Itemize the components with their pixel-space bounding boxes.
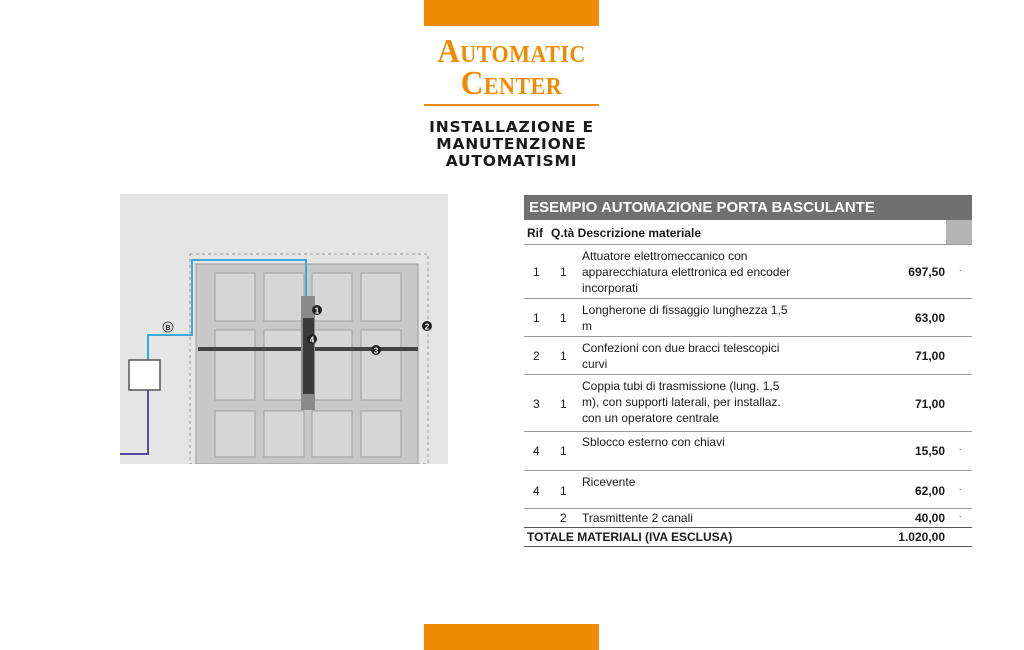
row-qta: 2	[560, 511, 567, 525]
row-qta: 1	[560, 265, 567, 279]
total-label: TOTALE MATERIALI (IVA ESCLUSA)	[527, 530, 733, 544]
total-row	[524, 527, 972, 547]
table-row	[524, 299, 972, 337]
top-accent-bar	[424, 0, 599, 26]
row-rif: 4	[533, 444, 540, 458]
actuator	[303, 318, 314, 394]
bottom-accent-bar	[424, 624, 599, 650]
row-price: 697,50	[908, 265, 945, 279]
row-mark: ·	[958, 265, 962, 276]
row-mark: ·	[958, 511, 962, 522]
brand-underline	[424, 104, 599, 106]
installation-diagram	[120, 194, 448, 464]
row-rif: 3	[533, 397, 540, 411]
table-row	[524, 471, 972, 509]
row-price: 63,00	[914, 311, 945, 325]
row-rif: 1	[533, 311, 540, 325]
control-box	[129, 360, 160, 390]
row-description: Coppia tubi di trasmissione (lung. 1,5 m), con supporti laterali, per installaz. con un operatore centrale	[582, 379, 781, 425]
brand-line-1: Automatic	[437, 33, 586, 70]
table-row	[524, 509, 972, 527]
row-qta: 1	[560, 397, 567, 411]
row-price: 40,00	[914, 511, 945, 525]
row-description: Attuatore elettromeccanico con apparecchiatura elettronica ed encoder incorporati	[582, 249, 791, 295]
row-qta: 1	[560, 311, 567, 325]
row-description: Ricevente	[582, 475, 636, 489]
table-row	[524, 245, 972, 299]
row-mark: ·	[958, 444, 962, 455]
brand-logo	[424, 33, 599, 102]
marker-2	[422, 321, 432, 332]
row-qta: 1	[560, 484, 567, 498]
table-title: ESEMPIO AUTOMAZIONE PORTA BASCULANTE	[524, 195, 972, 220]
svg-text:1: 1	[314, 306, 320, 316]
table-row	[524, 432, 972, 471]
row-price: 71,00	[914, 397, 945, 411]
svg-text:2: 2	[424, 322, 430, 332]
table-header	[524, 220, 972, 245]
subtitle-line-3: AUTOMATISMI	[445, 152, 578, 170]
cable-purple	[120, 390, 148, 454]
table-row	[524, 375, 972, 432]
row-price: 71,00	[914, 349, 945, 363]
subtitle-line-2: MANUTENZIONE	[436, 135, 587, 153]
marker-b	[163, 322, 173, 332]
row-qta: 1	[560, 349, 567, 363]
svg-text:B: B	[165, 325, 171, 332]
brand-line-2: Center	[460, 65, 563, 102]
row-rif: 4	[533, 484, 540, 498]
row-rif: 2	[533, 349, 540, 363]
materials-table	[524, 195, 972, 547]
row-qta: 1	[560, 444, 567, 458]
row-description: Trasmittente 2 canali	[582, 511, 693, 525]
svg-text:3: 3	[373, 346, 379, 356]
row-price: 15,50	[914, 444, 945, 458]
row-price: 62,00	[914, 484, 945, 498]
header-rif: Rif	[527, 226, 543, 240]
diagram-drawing	[120, 194, 448, 464]
svg-text:4: 4	[309, 335, 315, 345]
subtitle	[410, 119, 613, 170]
row-rif: 1	[533, 265, 540, 279]
row-description: Longherone di fissaggio lunghezza 1,5 m	[582, 303, 788, 333]
header-grey-block	[946, 220, 972, 244]
header-qta-descrizione: Q.tà Descrizione materiale	[551, 226, 702, 240]
row-description: Confezioni con due bracci telescopici curvi	[582, 341, 780, 371]
row-description: Sblocco esterno con chiavi	[582, 435, 725, 449]
table-row	[524, 337, 972, 375]
total-value: 1.020,00	[898, 530, 945, 544]
row-mark: ·	[958, 484, 962, 495]
subtitle-line-1: INSTALLAZIONE E	[429, 118, 594, 136]
